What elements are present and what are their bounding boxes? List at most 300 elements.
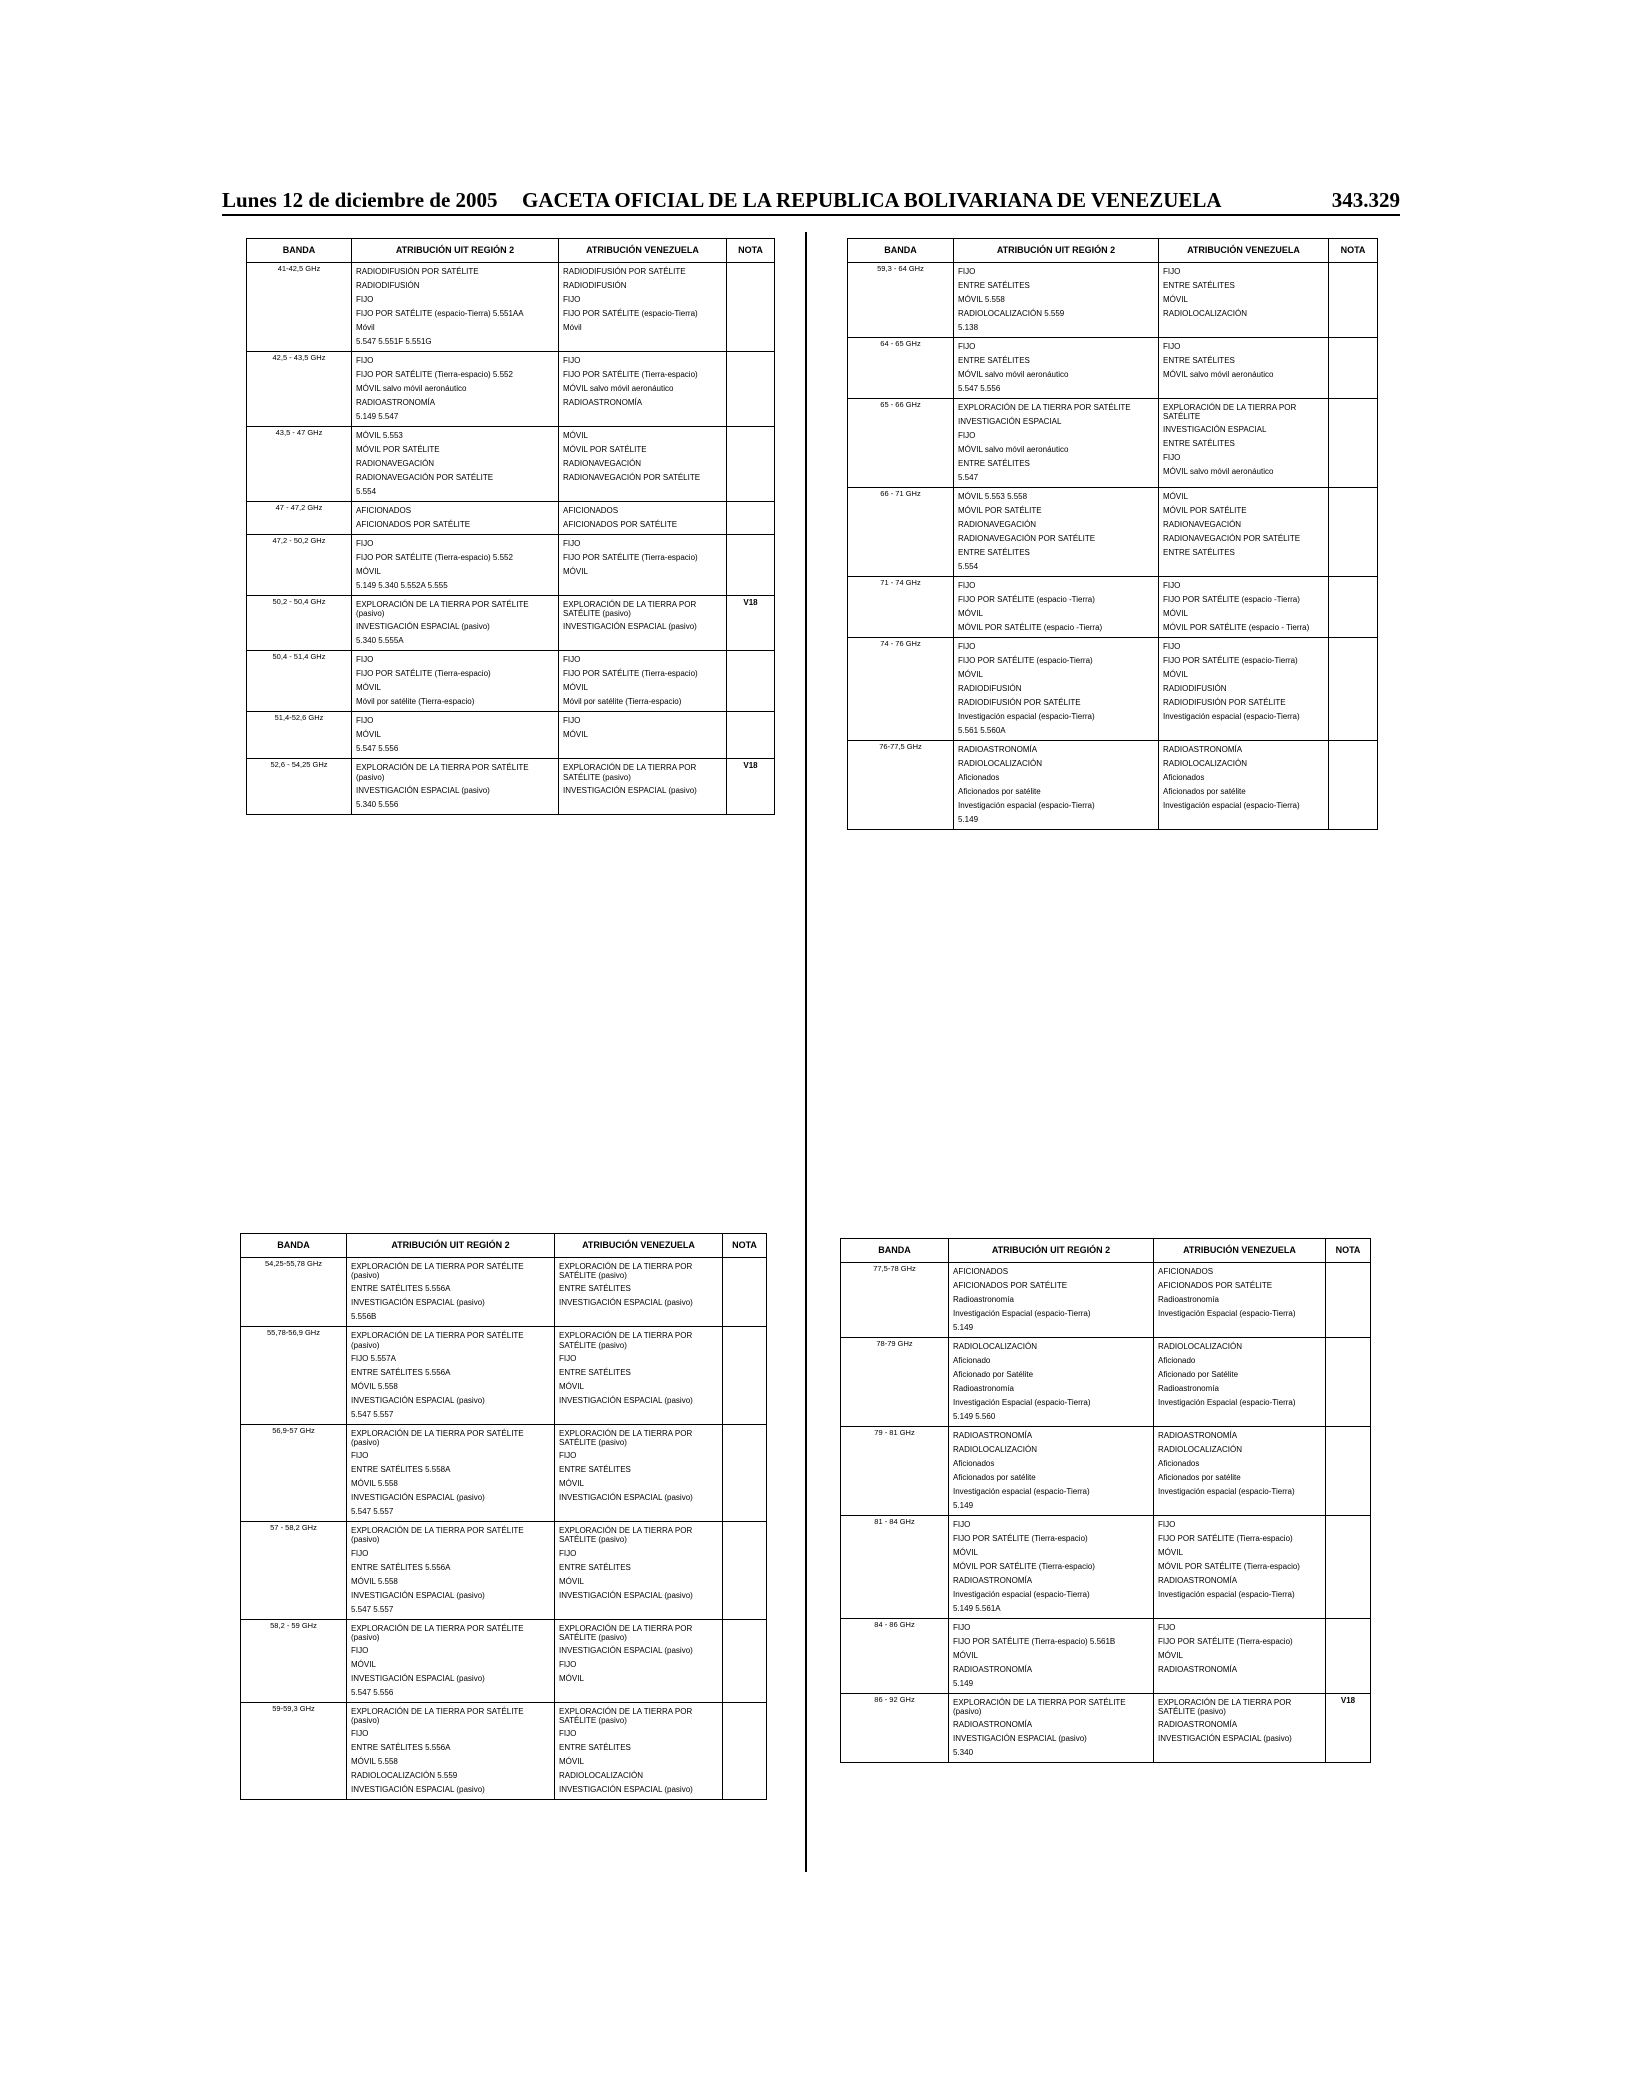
allocation-line: RADIOLOCALIZACIÓN <box>559 1771 644 1781</box>
uit-allocation-cell <box>954 399 1159 488</box>
page-header <box>222 186 1400 216</box>
allocation-line: 5.340 5.556 <box>356 799 399 809</box>
allocation-line: MÓVIL <box>356 567 381 576</box>
allocation-line: INVESTIGACIÓN ESPACIAL (pasivo) <box>563 622 697 632</box>
allocation-line: ENTRE SATÉLITES <box>559 1367 631 1377</box>
table-row <box>841 1263 1371 1338</box>
allocation-line: MÓVIL POR SATÉLITE <box>356 445 440 454</box>
nota-cell <box>1329 577 1378 638</box>
allocation-line: INVESTIGACIÓN ESPACIAL (pasivo) <box>953 1734 1087 1744</box>
uit-allocation-cell <box>954 488 1159 577</box>
allocation-line: Móvil por satélite (Tierra-espacio) <box>356 697 475 707</box>
allocation-line: MÓVIL 5.558 <box>351 1381 398 1391</box>
allocation-line: MÓVIL <box>356 683 381 693</box>
allocation-line: FIJO POR SATÉLITE (Tierra-espacio) <box>1158 1637 1293 1646</box>
allocation-line: FIJO POR SATÉLITE (Tierra-espacio) <box>563 669 698 679</box>
allocation-line: MÓVIL <box>559 1757 584 1767</box>
nota-cell <box>727 651 775 712</box>
band-cell: 43,5 - 47 GHz <box>247 427 352 502</box>
venezuela-allocation-cell <box>555 1619 723 1702</box>
table-row <box>841 1619 1371 1694</box>
allocation-line: 5.340 5.555A <box>356 636 404 646</box>
allocation-line: FIJO POR SATÉLITE (Tierra-espacio) <box>1158 1534 1293 1543</box>
allocation-line: 5.149 5.560 <box>953 1412 996 1421</box>
allocation-line: ENTRE SATÉLITES 5.558A <box>351 1465 451 1475</box>
table-row <box>247 263 775 352</box>
col-uit: ATRIBUCIÓN UIT REGIÓN 2 <box>352 239 559 263</box>
allocation-line: RADIONAVEGACIÓN POR SATÉLITE <box>563 473 701 482</box>
allocation-line: Móvil por satélite (Tierra-espacio) <box>563 697 682 707</box>
allocation-line: MÓVIL <box>559 1576 584 1586</box>
allocation-line: Investigación Espacial (espacio-Tierra) <box>1158 1309 1296 1318</box>
allocation-line: EXPLORACIÓN DE LA TIERRA POR SATÉLITE (pasivo) <box>351 1706 524 1726</box>
table-row <box>247 596 775 651</box>
allocation-line: Investigación Espacial (espacio-Tierra) <box>1158 1398 1296 1407</box>
allocation-line: FIJO <box>559 1353 577 1363</box>
header-page-number: 343.329 <box>1331 188 1400 212</box>
col-nota: NOTA <box>1329 239 1378 263</box>
allocation-line: INVESTIGACIÓN ESPACIAL (pasivo) <box>559 1785 693 1795</box>
allocation-line: MÓVIL 5.558 <box>351 1757 398 1767</box>
uit-allocation-cell <box>954 338 1159 399</box>
venezuela-allocation-cell <box>1159 741 1329 830</box>
allocation-line: RADIOASTRONOMÍA <box>1158 1576 1238 1585</box>
allocation-line: Aficionados <box>953 1459 995 1468</box>
allocation-line: Aficionado por Satélite <box>1158 1370 1239 1379</box>
allocation-line: 5.561 5.560A <box>958 726 1006 735</box>
band-cell: 55,78-56,9 GHz <box>241 1327 347 1424</box>
allocation-line: RADIOASTRONOMÍA <box>1158 1431 1238 1440</box>
allocation-line: MÓVIL <box>1158 1548 1183 1557</box>
allocation-line: ENTRE SATÉLITES <box>559 1743 631 1753</box>
allocation-line: RADIOLOCALIZACIÓN <box>1163 309 1248 318</box>
allocation-line: 5.149 5.547 <box>356 412 399 421</box>
band-cell: 65 - 66 GHz <box>848 399 954 488</box>
allocation-line: 5.149 5.561A <box>953 1604 1001 1613</box>
allocation-line: Investigación espacial (espacio-Tierra) <box>1158 1487 1295 1496</box>
allocation-line: FIJO <box>559 1659 577 1669</box>
allocation-line: MÓVIL <box>1158 1651 1183 1660</box>
allocation-line: INVESTIGACIÓN ESPACIAL (pasivo) <box>563 785 697 795</box>
table-row <box>247 352 775 427</box>
nota-cell <box>1326 1338 1371 1427</box>
table-row <box>848 263 1378 338</box>
allocation-line: ENTRE SATÉLITES <box>958 548 1030 557</box>
allocation-line: FIJO <box>1163 642 1181 651</box>
frequency-table-2 <box>847 238 1378 830</box>
allocation-line: 5.547 5.557 <box>351 1507 394 1517</box>
allocation-line: MÓVIL POR SATÉLITE (espacio -Tierra) <box>958 623 1103 632</box>
band-cell: 57 - 58,2 GHz <box>241 1522 347 1619</box>
table-row <box>241 1702 767 1799</box>
allocation-line: RADIODIFUSIÓN POR SATÉLITE <box>958 698 1081 707</box>
header-date: Lunes 12 de diciembre de 2005 <box>222 188 498 212</box>
nota-cell <box>723 1619 767 1702</box>
allocation-line: RADIODIFUSIÓN POR SATÉLITE <box>1163 698 1286 707</box>
col-banda: BANDA <box>241 1234 347 1258</box>
allocation-line: EXPLORACIÓN DE LA TIERRA POR SATÉLITE (pasivo) <box>559 1262 693 1281</box>
allocation-line: Aficionados <box>958 773 1000 782</box>
allocation-line: FIJO <box>1163 342 1181 351</box>
venezuela-allocation-cell <box>1159 488 1329 577</box>
allocation-line: MÓVIL salvo móvil aeronáutico <box>958 445 1069 454</box>
col-venezuela: ATRIBUCIÓN VENEZUELA <box>555 1234 723 1258</box>
band-cell: 77,5-78 GHz <box>841 1263 949 1338</box>
allocation-line: ENTRE SATÉLITES 5.556A <box>351 1284 451 1294</box>
band-cell: 51,4-52,6 GHz <box>247 712 352 759</box>
venezuela-allocation-cell <box>559 596 727 651</box>
table-row <box>241 1258 767 1327</box>
uit-allocation-cell <box>949 1263 1154 1338</box>
venezuela-allocation-cell <box>559 352 727 427</box>
nota-cell <box>723 1424 767 1521</box>
col-banda: BANDA <box>841 1239 949 1263</box>
nota-cell <box>727 712 775 759</box>
nota-cell <box>723 1522 767 1619</box>
nota-cell <box>727 535 775 596</box>
uit-allocation-cell <box>954 741 1159 830</box>
allocation-line: AFICIONADOS <box>1158 1267 1214 1276</box>
allocation-line: 5.149 <box>953 1501 974 1510</box>
allocation-line: AFICIONADOS POR SATÉLITE <box>953 1281 1068 1290</box>
allocation-line: Investigación espacial (espacio-Tierra) <box>958 801 1095 810</box>
allocation-line: MÓVIL POR SATÉLITE (espacio - Tierra) <box>1163 623 1310 632</box>
allocation-line: FIJO <box>958 581 976 590</box>
allocation-line: 5.547 5.556 <box>351 1687 394 1697</box>
venezuela-allocation-cell <box>559 427 727 502</box>
band-cell: 59-59,3 GHz <box>241 1702 347 1799</box>
allocation-line: FIJO POR SATÉLITE (Tierra-espacio) 5.561B <box>953 1637 1116 1646</box>
allocation-line: FIJO <box>563 655 581 665</box>
allocation-line: AFICIONADOS POR SATÉLITE <box>356 520 471 529</box>
allocation-line: FIJO <box>1158 1520 1176 1529</box>
nota-cell <box>727 352 775 427</box>
allocation-line: ENTRE SATÉLITES <box>1163 548 1235 557</box>
allocation-line: MÓVIL <box>953 1548 978 1557</box>
allocation-line: FIJO POR SATÉLITE (Tierra-espacio) 5.552 <box>356 370 513 379</box>
allocation-line: MÓVIL 5.553 5.558 <box>958 492 1028 501</box>
allocation-line: INVESTIGACIÓN ESPACIAL (pasivo) <box>559 1298 693 1308</box>
allocation-line: MÓVIL <box>953 1651 978 1660</box>
nota-cell: V18 <box>727 596 775 651</box>
uit-allocation-cell <box>352 535 559 596</box>
nota-cell <box>1329 638 1378 741</box>
allocation-line: Aficionados por satélite <box>1158 1473 1241 1482</box>
allocation-line: RADIOLOCALIZACIÓN <box>1158 1445 1243 1454</box>
allocation-line: AFICIONADOS POR SATÉLITE <box>563 520 678 529</box>
nota-cell <box>723 1327 767 1424</box>
allocation-line: RADIOLOCALIZACIÓN <box>953 1342 1038 1351</box>
uit-allocation-cell <box>352 352 559 427</box>
allocation-line: MÓVIL <box>559 1673 584 1683</box>
uit-allocation-cell <box>347 1702 555 1799</box>
allocation-line: FIJO <box>351 1645 369 1655</box>
venezuela-allocation-cell <box>555 1327 723 1424</box>
venezuela-allocation-cell <box>555 1424 723 1521</box>
allocation-line: RADIOASTRONOMÍA <box>953 1665 1033 1674</box>
venezuela-allocation-cell <box>1154 1338 1326 1427</box>
allocation-line: RADIOLOCALIZACIÓN <box>953 1445 1038 1454</box>
venezuela-allocation-cell <box>555 1258 723 1327</box>
allocation-line: 5.554 <box>958 562 979 571</box>
allocation-line: MÓVIL 5.553 <box>356 431 403 440</box>
allocation-line: Aficionados <box>1163 773 1205 782</box>
allocation-line: RADIOASTRONOMÍA <box>356 398 436 407</box>
venezuela-allocation-cell <box>559 651 727 712</box>
uit-allocation-cell <box>954 638 1159 741</box>
allocation-line: RADIONAVEGACIÓN POR SATÉLITE <box>1163 534 1301 543</box>
uit-allocation-cell <box>954 577 1159 638</box>
table-row <box>848 338 1378 399</box>
allocation-line: Radioastronomía <box>953 1384 1014 1393</box>
allocation-line: EXPLORACIÓN DE LA TIERRA POR SATÉLITE (pasivo) <box>559 1428 693 1447</box>
allocation-line: Investigación espacial (espacio-Tierra) <box>958 712 1095 721</box>
allocation-line: EXPLORACIÓN DE LA TIERRA POR SATÉLITE (pasivo) <box>559 1526 693 1545</box>
allocation-line: 5.149 <box>958 815 979 824</box>
uit-allocation-cell <box>347 1522 555 1619</box>
nota-cell <box>727 427 775 502</box>
allocation-line: MÓVIL salvo móvil aeronáutico <box>1163 467 1274 477</box>
band-cell: 66 - 71 GHz <box>848 488 954 577</box>
uit-allocation-cell <box>347 1424 555 1521</box>
allocation-line: 5.547 5.557 <box>351 1409 394 1419</box>
allocation-line: INVESTIGACIÓN ESPACIAL (pasivo) <box>559 1590 693 1600</box>
table-row <box>841 1694 1371 1763</box>
allocation-line: RADIODIFUSIÓN <box>356 281 420 290</box>
allocation-line: INVESTIGACIÓN ESPACIAL <box>958 417 1062 426</box>
allocation-line: RADIONAVEGACIÓN POR SATÉLITE <box>356 473 494 482</box>
band-cell: 71 - 74 GHz <box>848 577 954 638</box>
allocation-line: ENTRE SATÉLITES <box>1163 356 1235 365</box>
table-header-row <box>841 1239 1371 1263</box>
venezuela-allocation-cell <box>559 502 727 535</box>
allocation-line: FIJO <box>563 539 581 548</box>
allocation-line: FIJO <box>1163 453 1181 463</box>
allocation-line: FIJO <box>559 1451 577 1461</box>
allocation-line: RADIONAVEGACIÓN <box>563 459 642 468</box>
band-cell: 50,4 - 51,4 GHz <box>247 651 352 712</box>
allocation-line: EXPLORACIÓN DE LA TIERRA POR SATÉLITE (pasivo) <box>953 1698 1126 1717</box>
allocation-line: FIJO <box>1163 581 1181 590</box>
allocation-line: FIJO <box>356 356 374 365</box>
allocation-line: Investigación Espacial (espacio-Tierra) <box>953 1309 1091 1318</box>
allocation-line: 5.149 5.340 5.552A 5.555 <box>356 581 448 590</box>
nota-cell <box>1329 488 1378 577</box>
allocation-line: RADIOLOCALIZACIÓN <box>958 759 1043 768</box>
table-row <box>247 712 775 759</box>
nota-cell <box>723 1702 767 1799</box>
allocation-line: FIJO <box>351 1548 369 1558</box>
allocation-line: EXPLORACIÓN DE LA TIERRA POR SATÉLITE (pasivo) <box>559 1331 693 1350</box>
allocation-line: 5.149 <box>953 1323 974 1332</box>
allocation-line: MÓVIL POR SATÉLITE (Tierra-espacio) <box>953 1562 1095 1571</box>
allocation-line: RADIONAVEGACIÓN POR SATÉLITE <box>958 534 1096 543</box>
allocation-line: FIJO POR SATÉLITE (espacio -Tierra) <box>958 595 1095 604</box>
allocation-line: RADIOLOCALIZACIÓN <box>1158 1342 1243 1351</box>
allocation-line: ENTRE SATÉLITES <box>1163 439 1235 449</box>
allocation-line: FIJO <box>953 1520 971 1529</box>
allocation-line: EXPLORACIÓN DE LA TIERRA POR SATÉLITE (pasivo) <box>356 600 529 619</box>
table-row <box>848 638 1378 741</box>
allocation-line: Aficionados por satélite <box>958 787 1041 796</box>
allocation-line: RADIOASTRONOMÍA <box>953 1431 1033 1440</box>
allocation-line: RADIOLOCALIZACIÓN <box>1163 759 1248 768</box>
col-banda: BANDA <box>848 239 954 263</box>
allocation-line: Investigación espacial (espacio-Tierra) <box>1163 712 1300 721</box>
allocation-line: INVESTIGACIÓN ESPACIAL (pasivo) <box>356 622 490 632</box>
allocation-line: FIJO <box>953 1623 971 1632</box>
allocation-line: INVESTIGACIÓN ESPACIAL (pasivo) <box>1158 1734 1292 1744</box>
uit-allocation-cell <box>949 1427 1154 1516</box>
allocation-line: FIJO POR SATÉLITE (Tierra-espacio) 5.552 <box>356 553 513 562</box>
allocation-line: Aficionado por Satélite <box>953 1370 1034 1379</box>
uit-allocation-cell <box>347 1327 555 1424</box>
uit-allocation-cell <box>347 1619 555 1702</box>
allocation-line: FIJO <box>958 431 976 440</box>
allocation-line: FIJO POR SATÉLITE (espacio-Tierra) <box>958 656 1093 665</box>
nota-cell <box>1329 741 1378 830</box>
allocation-line: FIJO <box>958 342 976 351</box>
allocation-line: FIJO <box>351 1451 369 1461</box>
table-row <box>247 427 775 502</box>
allocation-line: EXPLORACIÓN DE LA TIERRA POR SATÉLITE (pasivo) <box>351 1331 524 1350</box>
uit-allocation-cell <box>352 263 559 352</box>
allocation-line: MÓVIL POR SATÉLITE <box>958 506 1042 515</box>
allocation-line: MÓVIL <box>1163 295 1188 304</box>
uit-allocation-cell <box>949 1694 1154 1763</box>
allocation-line: MÓVIL <box>958 670 983 679</box>
table-row <box>841 1338 1371 1427</box>
allocation-line: FIJO <box>958 642 976 651</box>
allocation-line: MÓVIL salvo móvil aeronáutico <box>356 384 467 393</box>
allocation-line: EXPLORACIÓN DE LA TIERRA POR SATÉLITE (pasivo) <box>1158 1698 1292 1717</box>
band-cell: 42,5 - 43,5 GHz <box>247 352 352 427</box>
allocation-line: INVESTIGACIÓN ESPACIAL (pasivo) <box>356 785 490 795</box>
allocation-line: 5.547 <box>958 473 979 482</box>
allocation-line: Investigación espacial (espacio-Tierra) <box>1163 801 1300 810</box>
col-nota: NOTA <box>723 1234 767 1258</box>
allocation-line: FIJO <box>356 655 374 665</box>
allocation-line: INVESTIGACIÓN ESPACIAL (pasivo) <box>559 1493 693 1503</box>
table-header-row <box>848 239 1378 263</box>
allocation-line: RADIOLOCALIZACIÓN 5.559 <box>351 1771 458 1781</box>
nota-cell <box>1326 1619 1371 1694</box>
allocation-line: INVESTIGACIÓN ESPACIAL (pasivo) <box>351 1298 485 1308</box>
allocation-line: RADIOLOCALIZACIÓN 5.559 <box>958 309 1065 318</box>
allocation-line: INVESTIGACIÓN ESPACIAL (pasivo) <box>559 1645 693 1655</box>
allocation-line: FIJO <box>559 1548 577 1558</box>
allocation-line: FIJO POR SATÉLITE (Tierra-espacio) <box>953 1534 1088 1543</box>
allocation-line: FIJO <box>356 539 374 548</box>
venezuela-allocation-cell <box>1159 577 1329 638</box>
allocation-line: RADIONAVEGACIÓN <box>1163 520 1242 529</box>
allocation-line: Radioastronomía <box>953 1295 1014 1304</box>
allocation-line: FIJO <box>356 295 374 304</box>
band-cell: 54,25-55,78 GHz <box>241 1258 347 1327</box>
allocation-line: EXPLORACIÓN DE LA TIERRA POR SATÉLITE (pasivo) <box>563 763 697 782</box>
band-cell: 84 - 86 GHz <box>841 1619 949 1694</box>
band-cell: 76-77,5 GHz <box>848 741 954 830</box>
allocation-line: FIJO POR SATÉLITE (espacio-Tierra) 5.551AA <box>356 309 524 318</box>
allocation-line: MÓVIL <box>1163 492 1188 501</box>
allocation-line: RADIOASTRONOMÍA <box>1158 1665 1238 1674</box>
nota-cell <box>1329 399 1378 488</box>
allocation-line: RADIODIFUSIÓN <box>1163 684 1227 693</box>
venezuela-allocation-cell <box>555 1702 723 1799</box>
col-venezuela: ATRIBUCIÓN VENEZUELA <box>1159 239 1329 263</box>
band-cell: 47,2 - 50,2 GHz <box>247 535 352 596</box>
table-row <box>848 577 1378 638</box>
allocation-line: 5.554 <box>356 487 377 496</box>
allocation-line: EXPLORACIÓN DE LA TIERRA POR SATÉLITE (pasivo) <box>356 763 529 782</box>
allocation-line: 5.547 5.556 <box>958 384 1001 393</box>
allocation-line: MÓVIL POR SATÉLITE (Tierra-espacio) <box>1158 1562 1300 1571</box>
uit-allocation-cell <box>954 263 1159 338</box>
allocation-line: Radioastronomía <box>1158 1384 1219 1393</box>
allocation-line: Aficionado <box>953 1356 991 1365</box>
allocation-line: MÓVIL <box>958 609 983 618</box>
allocation-line: RADIOASTRONOMÍA <box>953 1720 1033 1730</box>
allocation-line: EXPLORACIÓN DE LA TIERRA POR SATÉLITE (pasivo) <box>351 1623 524 1642</box>
allocation-line: RADIODIFUSIÓN <box>958 684 1022 693</box>
header-title: GACETA OFICIAL DE LA REPUBLICA BOLIVARIANA DE VENEZUELA <box>522 188 1222 212</box>
allocation-line: MÓVIL salvo móvil aeronáutico <box>958 370 1069 379</box>
allocation-line: MÓVIL POR SATÉLITE <box>563 445 647 454</box>
venezuela-allocation-cell <box>1159 638 1329 741</box>
table-row <box>848 488 1378 577</box>
allocation-line: INVESTIGACIÓN ESPACIAL (pasivo) <box>351 1493 485 1503</box>
allocation-line: FIJO <box>563 716 581 726</box>
band-cell: 59,3 - 64 GHz <box>848 263 954 338</box>
col-venezuela: ATRIBUCIÓN VENEZUELA <box>559 239 727 263</box>
col-uit: ATRIBUCIÓN UIT REGIÓN 2 <box>954 239 1159 263</box>
allocation-line: MÓVIL 5.558 <box>351 1576 398 1586</box>
nota-cell <box>727 502 775 535</box>
allocation-line: MÓVIL POR SATÉLITE <box>1163 506 1247 515</box>
table-row <box>848 741 1378 830</box>
allocation-line: FIJO <box>1163 267 1181 276</box>
allocation-line: Aficionados por satélite <box>1163 787 1246 796</box>
allocation-line: EXPLORACIÓN DE LA TIERRA POR SATÉLITE (pasivo) <box>351 1428 524 1447</box>
allocation-line: RADIODIFUSIÓN POR SATÉLITE <box>563 267 686 276</box>
allocation-line: MÓVIL <box>1163 670 1188 679</box>
allocation-line: EXPLORACIÓN DE LA TIERRA POR SATÉLITE (pasivo) <box>559 1706 693 1726</box>
uit-allocation-cell <box>352 651 559 712</box>
band-cell: 47 - 47,2 GHz <box>247 502 352 535</box>
uit-allocation-cell <box>352 759 559 814</box>
allocation-line: MÓVIL <box>1163 609 1188 618</box>
table-row <box>247 502 775 535</box>
allocation-line: ENTRE SATÉLITES <box>958 356 1030 365</box>
allocation-line: EXPLORACIÓN DE LA TIERRA POR SATÉLITE <box>958 403 1131 412</box>
allocation-line: 5.138 <box>958 323 979 332</box>
uit-allocation-cell <box>352 427 559 502</box>
allocation-line: MÓVIL 5.558 <box>351 1479 398 1489</box>
allocation-line: AFICIONADOS POR SATÉLITE <box>1158 1281 1273 1290</box>
allocation-line: RADIOASTRONOMÍA <box>953 1576 1033 1585</box>
allocation-line: INVESTIGACIÓN ESPACIAL (pasivo) <box>559 1395 693 1405</box>
allocation-line: Investigación Espacial (espacio-Tierra) <box>953 1398 1091 1407</box>
allocation-line: MÓVIL salvo móvil aeronáutico <box>563 384 674 393</box>
allocation-line: ENTRE SATÉLITES <box>559 1465 631 1475</box>
allocation-line: INVESTIGACIÓN ESPACIAL (pasivo) <box>351 1673 485 1683</box>
nota-cell <box>1326 1516 1371 1619</box>
allocation-line: 5.149 <box>953 1679 974 1688</box>
nota-cell <box>1326 1427 1371 1516</box>
allocation-line: ENTRE SATÉLITES 5.556A <box>351 1367 451 1377</box>
allocation-line: RADIOASTRONOMÍA <box>1163 745 1243 754</box>
allocation-line: AFICIONADOS <box>356 506 412 515</box>
